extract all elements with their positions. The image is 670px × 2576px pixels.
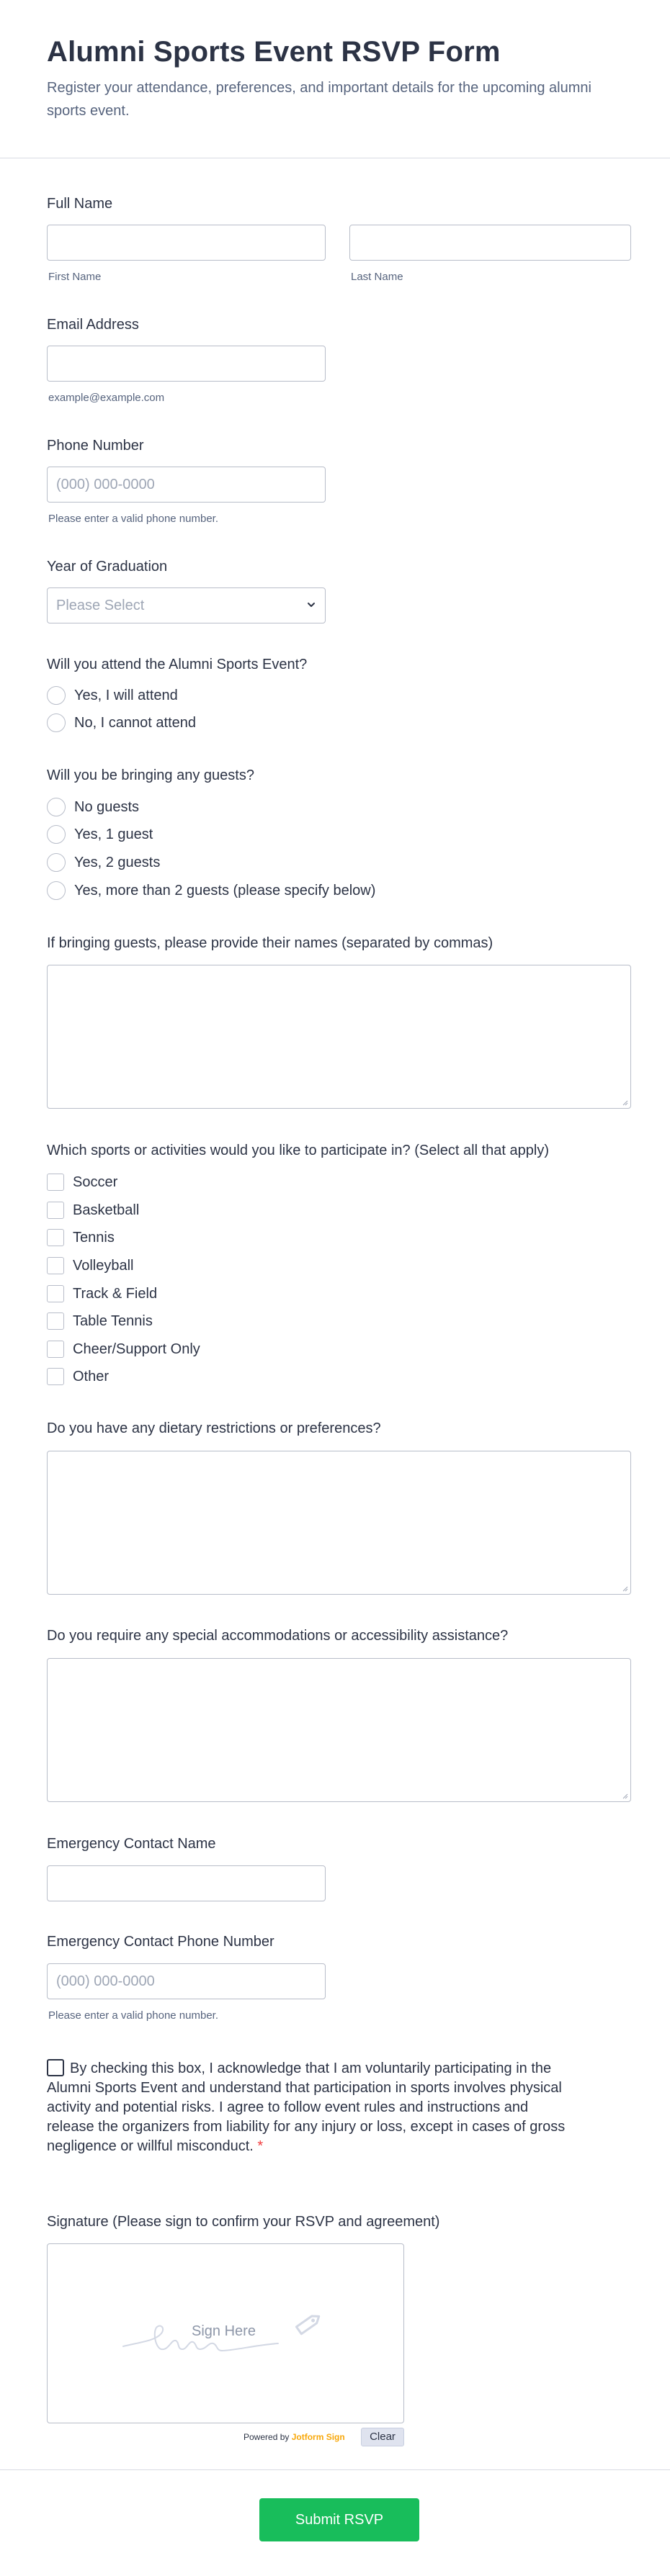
radio-button[interactable] xyxy=(47,686,66,705)
required-mark: * xyxy=(257,2138,264,2154)
sports-option-label: Volleyball xyxy=(73,1257,134,1274)
emergency-name-input[interactable] xyxy=(47,1865,326,1901)
phone-input[interactable] xyxy=(47,467,326,503)
attend-option-label: Yes, I will attend xyxy=(74,687,178,703)
radio-button[interactable] xyxy=(47,881,66,900)
sports-option[interactable] xyxy=(47,1367,109,1386)
powered-prefix: Powered by xyxy=(244,2432,290,2442)
resize-grip-icon[interactable] xyxy=(621,1099,628,1106)
sports-option[interactable] xyxy=(47,1228,115,1247)
form-description: Register your attendance, preferences, and important details for the upcoming alumni sports event. xyxy=(47,80,591,119)
powered-by xyxy=(244,2432,345,2442)
guests-option-label: No guests xyxy=(74,798,140,815)
attend-label: Will you attend the Alumni Sports Event? xyxy=(47,657,308,672)
attend-option-label: No, I cannot attend xyxy=(74,714,197,731)
guests-option[interactable] xyxy=(47,825,153,844)
radio-button[interactable] xyxy=(47,713,66,732)
sports-option[interactable] xyxy=(47,1256,134,1275)
dietary-label: Do you have any dietary restrictions or preferences? xyxy=(47,1420,381,1436)
radio-button[interactable] xyxy=(47,798,66,816)
form-header xyxy=(0,0,670,158)
guests-label: Will you be bringing any guests? xyxy=(47,767,254,783)
resize-grip-icon[interactable] xyxy=(621,1792,628,1799)
checkbox[interactable] xyxy=(47,1202,64,1219)
checkbox[interactable] xyxy=(47,1229,64,1246)
emergency-phone-label: Emergency Contact Phone Number xyxy=(47,1934,274,1950)
first-name-input[interactable] xyxy=(47,225,326,261)
signature-pad[interactable] xyxy=(47,2243,404,2423)
phone-placeholder: (000) 000-0000 xyxy=(56,477,155,492)
sports-option-label: Tennis xyxy=(73,1229,115,1246)
consent-text: By checking this box, I acknowledge that I am voluntarily participating in the Alumni Sports Event and understand that participation in sports involves physical activity and potential risks. I agree to follow event rules and instructions and release the organizers from liability for any injury or loss, except in cases of gross negligence or willful misconduct. xyxy=(47,2061,566,2154)
clear-signature-button[interactable]: Clear xyxy=(361,2428,404,2446)
sports-option[interactable] xyxy=(47,1312,153,1330)
email-input[interactable] xyxy=(47,346,326,382)
checkbox[interactable] xyxy=(47,1285,64,1302)
guests-option[interactable] xyxy=(47,881,375,900)
guests-option[interactable] xyxy=(47,798,139,816)
sports-option-label: Soccer xyxy=(73,1174,118,1190)
radio-button[interactable] xyxy=(47,853,66,872)
sports-option-label: Other xyxy=(73,1368,110,1384)
consent-checkbox[interactable] xyxy=(47,2059,64,2076)
emergency-name-label: Emergency Contact Name xyxy=(47,1836,216,1852)
guest-names-textarea[interactable] xyxy=(47,965,631,1109)
checkbox[interactable] xyxy=(47,1341,64,1358)
consent-statement xyxy=(47,2059,573,2156)
first-name-sublabel: First Name xyxy=(48,271,102,283)
email-sublabel: example@example.com xyxy=(48,392,165,404)
guest-names-label: If bringing guests, please provide their names (separated by commas) xyxy=(47,935,493,951)
phone-label: Phone Number xyxy=(47,438,144,454)
resize-grip-icon[interactable] xyxy=(621,1585,628,1592)
sports-option[interactable] xyxy=(47,1201,139,1220)
form-title: Alumni Sports Event RSVP Form xyxy=(47,36,501,68)
footer-divider xyxy=(0,2469,670,2470)
last-name-input[interactable] xyxy=(349,225,631,261)
graduation-label: Year of Graduation xyxy=(47,559,168,575)
sports-option-label: Track & Field xyxy=(73,1285,158,1302)
checkbox[interactable] xyxy=(47,1368,64,1385)
powered-brand: Jotform Sign xyxy=(291,2432,345,2442)
sports-option[interactable] xyxy=(47,1340,200,1359)
email-label: Email Address xyxy=(47,317,139,333)
phone-sublabel: Please enter a valid phone number. xyxy=(48,513,218,525)
submit-button[interactable]: Submit RSVP xyxy=(259,2498,419,2541)
sports-option[interactable] xyxy=(47,1284,157,1303)
accommodations-textarea[interactable] xyxy=(47,1658,631,1802)
accommodations-label: Do you require any special accommodations or accessibility assistance? xyxy=(47,1628,509,1644)
attend-option[interactable] xyxy=(47,686,178,705)
checkbox[interactable] xyxy=(47,1174,64,1191)
attend-option[interactable] xyxy=(47,713,196,732)
guests-option-label: Yes, 1 guest xyxy=(74,826,153,842)
checkbox[interactable] xyxy=(47,1312,64,1330)
dietary-textarea[interactable] xyxy=(47,1451,631,1595)
chevron-down-icon xyxy=(306,600,316,610)
emergency-phone-input[interactable] xyxy=(47,1963,326,1999)
last-name-sublabel: Last Name xyxy=(351,271,403,283)
sports-option-label: Cheer/Support Only xyxy=(73,1341,200,1357)
graduation-select-value: Please Select xyxy=(56,598,145,613)
guests-option-label: Yes, more than 2 guests (please specify below) xyxy=(74,882,376,899)
graduation-select[interactable] xyxy=(47,587,326,623)
sports-label: Which sports or activities would you like to participate in? (Select all that apply) xyxy=(47,1143,549,1158)
emergency-phone-placeholder: (000) 000-0000 xyxy=(56,1973,155,1989)
sign-here-text: Sign Here xyxy=(192,2323,256,2339)
emergency-phone-sublabel: Please enter a valid phone number. xyxy=(48,2009,218,2022)
checkbox[interactable] xyxy=(47,1257,64,1274)
sports-option-label: Basketball xyxy=(73,1202,140,1218)
radio-button[interactable] xyxy=(47,825,66,844)
sports-option-label: Table Tennis xyxy=(73,1312,153,1329)
guests-option-label: Yes, 2 guests xyxy=(74,854,161,870)
full-name-label: Full Name xyxy=(47,196,113,212)
signature-label: Signature (Please sign to confirm your RSVP and agreement) xyxy=(47,2214,440,2230)
sports-option[interactable] xyxy=(47,1173,117,1192)
guests-option[interactable] xyxy=(47,853,160,872)
